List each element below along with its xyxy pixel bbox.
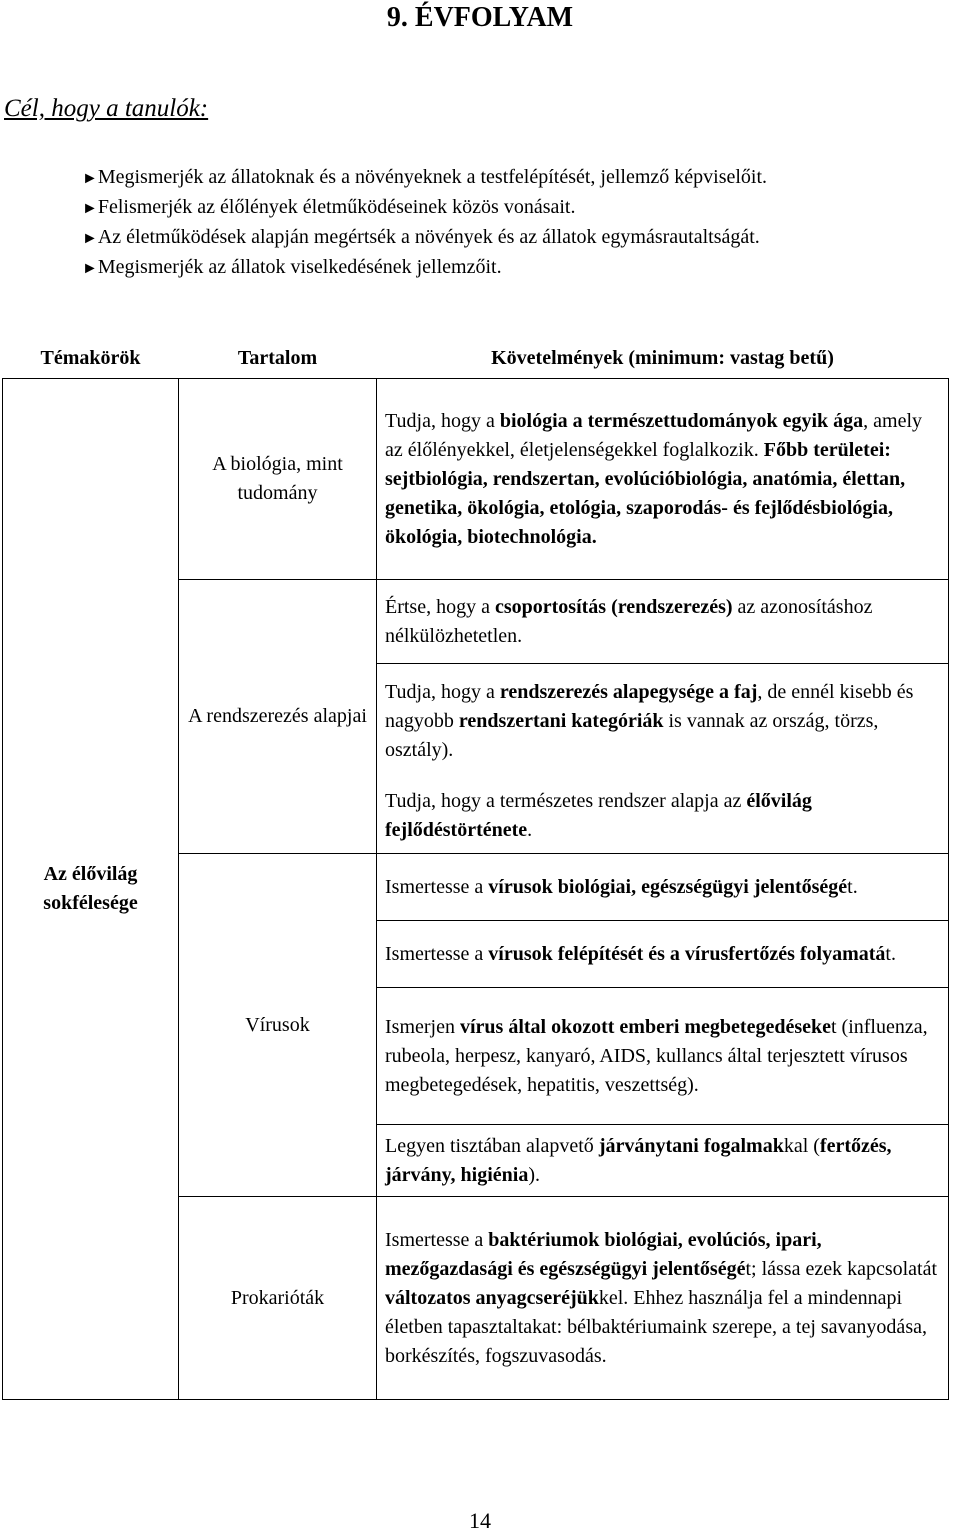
goal-item: ►Megismerjék az állatok viselkedésének jellemzőit. (82, 256, 502, 278)
requirement-text: Ismertesse a vírusok biológiai, egészségügyi jelentőségét. (385, 875, 858, 898)
content-rendszerezes: A rendszerezés alapjai (179, 580, 377, 854)
topic-cell: Az élővilág sokfélesége (3, 379, 179, 1400)
requirement-cell (377, 1197, 949, 1400)
requirement-cell (377, 988, 949, 1125)
header-content: Tartalom (179, 338, 377, 379)
page-number: 14 (469, 1508, 491, 1533)
requirement-cell (377, 664, 949, 780)
requirement-cell (377, 1125, 949, 1197)
table-header-row (3, 338, 949, 379)
requirement-cell (377, 379, 949, 580)
content-biologia: A biológia, mint tudomány (179, 379, 377, 580)
goal-heading: Cél, hogy a tanulók: (4, 95, 209, 122)
requirement-cell (377, 854, 949, 921)
requirement-text: Ismertesse a vírusok felépítését és a vírusfertőzés folyamatát. (385, 942, 896, 965)
page-title: 9. ÉVFOLYAM (386, 2, 574, 33)
header-requirements: Követelmények (minimum: vastag betű) (377, 338, 949, 379)
curriculum-table (2, 338, 949, 1400)
requirement-text: Tudja, hogy a természetes rendszer alapja az élővilág fejlődéstörténete. (385, 790, 812, 842)
bullet-arrow-icon: ► (82, 230, 98, 247)
requirement-cell (377, 780, 949, 854)
table-row (3, 379, 949, 580)
requirement-cell (377, 921, 949, 988)
requirement-text: Tudja, hogy a rendszerezés alapegysége a faj, de ennél kisebb és nagyobb rendszertani kategóriák is vannak az ország, törzs, osztály). (385, 681, 914, 762)
requirement-text: Értse, hogy a csoportosítás (rendszerezés) az azonosításhoz nélkülözhetetlen. (385, 595, 873, 647)
goal-item: ►Felismerjék az élőlények életműködéseinek közös vonásait. (82, 196, 576, 218)
content-virusok: Vírusok (179, 854, 377, 1197)
goal-item: ►Megismerjék az állatoknak és a növényeknek a testfelépítését, jellemző képviselőit. (82, 166, 768, 188)
requirement-text: Ismerjen vírus által okozott emberi megbetegedéseket (influenza, rubeola, herpesz, kanyaró, AIDS, kullancs által terjesztett vírusos megbetegedések, hepatitis, veszettség). (385, 1015, 928, 1096)
content-prokariotak: Prokarióták (179, 1197, 377, 1400)
requirement-text: Ismertesse a baktériumok biológiai, evolúciós, ipari, mezőgazdasági és egészségügyi jelentőségét; lássa ezek kapcsolatát változatos anyagcseréjükkel. Ehhez használja fel a mindennapi életben tapasztaltakat: bélbaktériumaink szerepe, a tej savanyodása, borkészítés, fogszuvasodás. (385, 1228, 938, 1367)
requirement-text: Tudja, hogy a biológia a természettudományok egyik ága, amely az élőlényekkel, életjelenségekkel foglalkozik. Főbb területei: sejtbiológia, rendszertan, evolúcióbiológia, anatómia, élettan, genetika, ökológia, etológia, szaporodás- és fejlődésbiológia, ökológia, biotechnológia. (385, 409, 923, 548)
goal-item: ►Az életműködések alapján megértsék a növények és az állatok egymásrautaltságát. (82, 226, 760, 248)
requirement-cell (377, 580, 949, 664)
requirement-text: Legyen tisztában alapvető járványtani fogalmakkal (fertőzés, járvány, higiénia). (385, 1134, 892, 1186)
bullet-arrow-icon: ► (82, 200, 98, 217)
goal-list (82, 163, 767, 283)
bullet-arrow-icon: ► (82, 170, 98, 187)
header-topics: Témakörök (3, 338, 179, 379)
bullet-arrow-icon: ► (82, 260, 98, 277)
